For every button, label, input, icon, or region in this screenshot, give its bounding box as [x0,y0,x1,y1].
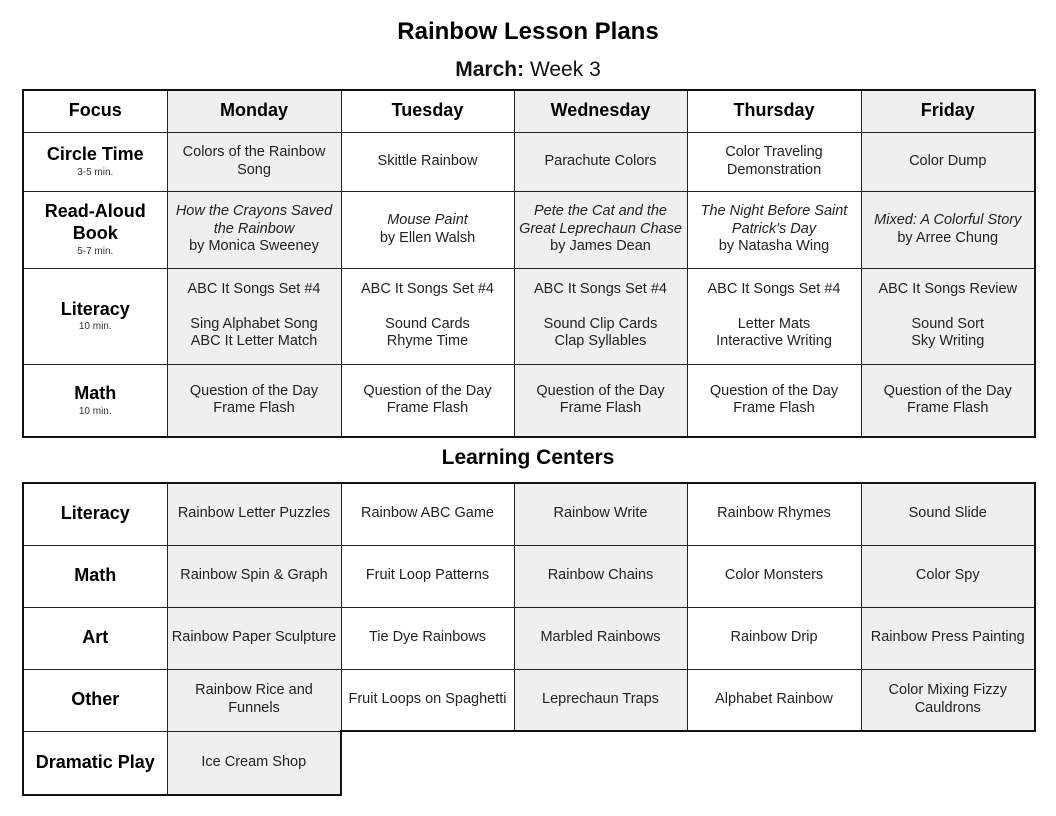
cell-line: Question of the Day [883,382,1012,399]
cell-line: Interactive Writing [716,333,832,350]
plan-cell [687,364,861,437]
book-cell [514,191,687,268]
center-cell: Marbled Rainbows [514,607,687,669]
empty-cell [687,731,861,795]
cell-line: Clap Syllables [554,333,647,350]
table-row [23,191,1035,268]
cell-line: Frame Flash [907,400,989,417]
book-author: by James Dean [550,238,651,255]
cell-line: ABC It Songs Set #4 [187,280,321,297]
book-title: The Night Before Saint Patrick's Day [700,202,848,237]
row-label [23,268,167,364]
cell-line: Frame Flash [386,400,469,417]
plan-cell [341,364,514,437]
cell-line: ABC It Songs Set #4 [534,280,667,297]
cell-line: Question of the Day [363,382,492,399]
center-cell: Rainbow Rice and Funnels [167,669,341,731]
plan-cell: Color Dump [861,132,1035,191]
table-row [23,364,1035,437]
row-label-text: Read-Aloud Book [44,201,146,243]
book-author: by Monica Sweeney [189,238,319,255]
book-title: Mixed: A Colorful Story [874,211,1022,228]
cell-line: Sing Alphabet Song [190,315,318,332]
cell-line: Question of the Day [189,382,319,399]
row-label [23,132,167,191]
row-label-text: Circle Time [46,144,144,165]
center-label: Art [23,607,167,669]
table-row [23,607,1035,669]
plan-cell [514,268,687,364]
cell-line: Sound Cards [385,315,470,332]
header-wednesday: Wednesday [514,90,687,132]
center-label: Math [23,545,167,607]
table-row [23,731,1035,795]
center-cell: Color Mixing Fizzy Cauldrons [861,669,1035,731]
row-label [23,191,167,268]
plan-cell: Parachute Colors [514,132,687,191]
center-label: Other [23,669,167,731]
center-cell: Sound Slide [861,483,1035,545]
cell-line: Question of the Day [536,382,665,399]
table-row [23,545,1035,607]
table-row [23,669,1035,731]
center-cell: Rainbow Spin & Graph [167,545,341,607]
center-cell: Rainbow ABC Game [341,483,514,545]
header-friday: Friday [861,90,1035,132]
cell-line: Rhyme Time [386,333,469,350]
cell-line: ABC It Songs Set #4 [707,280,841,297]
book-title: Mouse Paint [387,211,468,228]
table-row [23,483,1035,545]
book-cell [167,191,341,268]
learning-centers-title: Learning Centers [441,446,615,469]
center-cell: Rainbow Paper Sculpture [167,607,341,669]
cell-line: Frame Flash [733,400,815,417]
book-cell [341,191,514,268]
center-cell: Rainbow Drip [687,607,861,669]
week-subtitle [0,58,1056,82]
row-duration: 10 min. [78,405,112,417]
center-cell: Alphabet Rainbow [687,669,861,731]
cell-line: Frame Flash [559,400,642,417]
center-label: Dramatic Play [23,731,167,795]
book-author: by Ellen Walsh [379,229,476,246]
center-label: Literacy [23,483,167,545]
empty-cell [861,731,1035,795]
plan-cell [861,364,1035,437]
book-author: by Arree Chung [897,229,999,246]
plan-cell: Color Traveling Demonstration [687,132,861,191]
center-cell: Fruit Loops on Spaghetti [341,669,514,731]
row-label [23,364,167,437]
row-duration: 10 min. [78,321,112,333]
row-label-text: Math [74,382,117,403]
plan-cell [861,268,1035,364]
center-cell: Fruit Loop Patterns [341,545,514,607]
center-cell: Rainbow Letter Puzzles [167,483,341,545]
learning-centers-table [22,482,1036,796]
header-row [23,90,1035,132]
plan-cell [687,268,861,364]
center-cell: Tie Dye Rainbows [341,607,514,669]
cell-line: Frame Flash [213,400,295,417]
row-duration: 5-7 min. [77,245,114,257]
week-value: Week 3 [529,58,601,81]
book-cell [687,191,861,268]
header-focus: Focus [23,90,167,132]
book-author: by Natasha Wing [718,238,830,255]
cell-line: ABC It Songs Review [878,280,1018,297]
plan-cell [167,364,341,437]
lesson-plan-table [22,89,1036,438]
center-cell: Ice Cream Shop [167,731,341,795]
center-cell: Leprechaun Traps [514,669,687,731]
cell-line: Sound Sort [911,315,985,332]
cell-line: ABC It Letter Match [190,333,318,350]
plan-cell [167,268,341,364]
month-label: March: [455,58,525,81]
center-cell: Rainbow Rhymes [687,483,861,545]
table-row [23,132,1035,191]
page-title: Rainbow Lesson Plans [397,18,659,45]
empty-cell [341,731,514,795]
row-label-text: Literacy [60,298,130,319]
cell-line: Question of the Day [709,382,839,399]
center-cell: Color Spy [861,545,1035,607]
table-row [23,268,1035,364]
cell-line: ABC It Songs Set #4 [361,280,494,297]
cell-line: Letter Mats [737,315,811,332]
row-duration: 3-5 min. [77,166,114,178]
empty-cell [514,731,687,795]
center-cell: Rainbow Press Painting [861,607,1035,669]
plan-cell [514,364,687,437]
header-tuesday: Tuesday [341,90,514,132]
center-cell: Color Monsters [687,545,861,607]
book-title: Pete the Cat and the Great Leprechaun Chase [519,202,682,237]
book-cell [861,191,1035,268]
header-monday: Monday [167,90,341,132]
plan-cell [341,268,514,364]
center-cell: Rainbow Chains [514,545,687,607]
center-cell: Rainbow Write [514,483,687,545]
header-thursday: Thursday [687,90,861,132]
cell-line: Sound Clip Cards [543,315,658,332]
plan-cell: Colors of the Rainbow Song [167,132,341,191]
book-title: How the Crayons Saved the Rainbow [175,202,333,237]
plan-cell: Skittle Rainbow [341,132,514,191]
cell-line: Sky Writing [911,333,985,350]
